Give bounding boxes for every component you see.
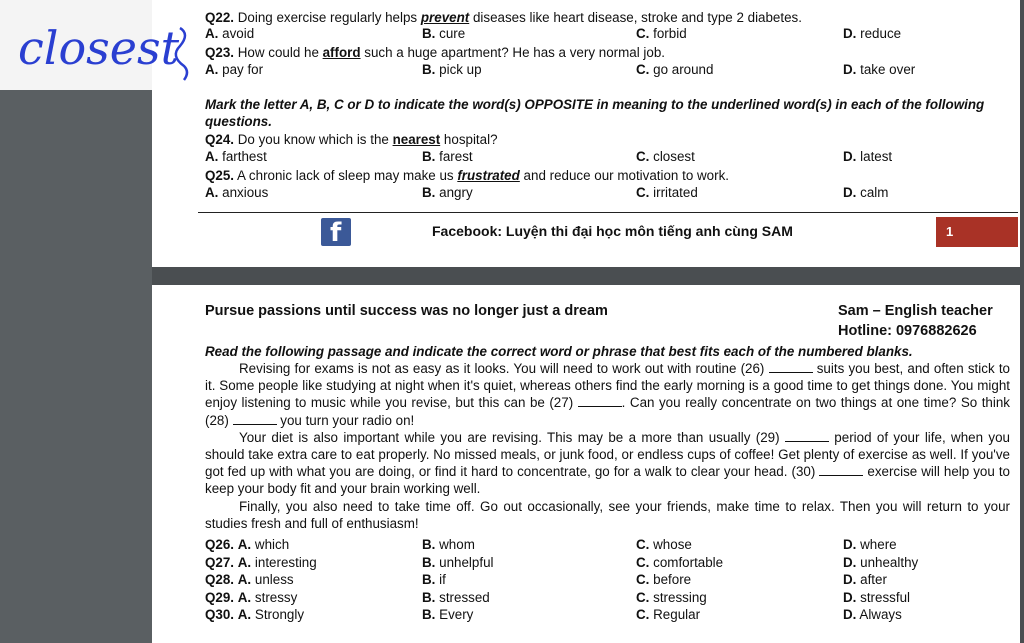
blank-26 <box>769 362 813 373</box>
option-c[interactable]: C. forbid <box>636 26 687 41</box>
question-25: Q25. A chronic lack of sleep may make us frustrated and reduce our motivation to work. <box>205 168 729 183</box>
q26-option-d[interactable]: D. where <box>843 537 897 552</box>
passage-instruction: Read the following passage and indicate the correct word or phrase that best fits each of the numbered blanks. <box>205 344 913 359</box>
option-b[interactable]: B. angry <box>422 185 473 200</box>
passage-heading: Pursue passions until success was no longer just a dream <box>205 303 608 319</box>
q27-option-d[interactable]: D. unhealthy <box>843 555 919 570</box>
underlined-word: afford <box>322 45 361 60</box>
q29-option-b[interactable]: B. stressed <box>422 590 490 605</box>
q30-option-a[interactable]: Q30. A. Strongly <box>205 607 305 622</box>
q30-option-b[interactable]: B. Every <box>422 607 474 622</box>
option-a[interactable]: A. pay for <box>205 62 264 77</box>
option-a[interactable]: A. farthest <box>205 149 267 164</box>
question-23: Q23. How could he afford such a huge apartment? He has a very normal job. <box>205 45 665 60</box>
q27-option-a[interactable]: Q27. A. interesting <box>205 555 317 570</box>
option-a[interactable]: A. anxious <box>205 185 269 200</box>
option-d[interactable]: D. latest <box>843 149 893 164</box>
option-c[interactable]: C. closest <box>636 149 695 164</box>
q30-option-d[interactable]: D. Always <box>843 607 902 622</box>
blank-28 <box>233 414 277 425</box>
handwritten-annotation <box>12 10 212 90</box>
viewer-left-margin <box>0 0 152 643</box>
q26-option-a[interactable]: Q26. A. which <box>205 537 290 552</box>
question-number: Q22. <box>205 10 235 25</box>
paragraph-2: Your diet is also important while you are revising. This may be a more than usually (29) period of your life, when you should take extra care to eat properly. No missed meals, or junk food, or endless cups of coffee! Get plenty of exercise as well. If you've got fed up with what you are doing, or find it hard to concentrate, go for a walk to clear your head. (30) exercise will help you to keep your body fit and your brain working well. <box>205 429 1010 497</box>
underlined-word: nearest <box>392 132 441 147</box>
blank-30 <box>819 465 863 476</box>
page-number-badge: 1 <box>936 217 1018 247</box>
paragraph-3: Finally, you also need to take time off. Go out occasionally, see your friends, make time to relax. Then you will return to your studies fresh and full of enthusiasm! <box>205 498 1010 531</box>
viewer-scrollbar[interactable] <box>1020 0 1024 643</box>
underlined-word: prevent <box>420 10 470 25</box>
option-b[interactable]: B. cure <box>422 26 466 41</box>
option-d[interactable]: D. calm <box>843 185 889 200</box>
q28-option-b[interactable]: B. if <box>422 572 446 587</box>
hotline: Hotline: 0976882626 <box>838 323 977 339</box>
paragraph-1: Revising for exams is not as easy as it looks. You will need to work out with routine (26) suits you best, and often stick to it. Some people like studying at night when it's quiet, whereas others find the early morning is a good time to get things done. You might enjoy listening to music while you revise, but this can be (27) . Can you really concentrate on two things at one time? So think (28) you turn your radio on! <box>205 361 1010 428</box>
q27-option-b[interactable]: B. unhelpful <box>422 555 494 570</box>
option-c[interactable]: C. go around <box>636 62 714 77</box>
q30-option-c[interactable]: C. Regular <box>636 607 701 622</box>
blank-29 <box>785 431 829 442</box>
q28-option-c[interactable]: C. before <box>636 572 692 587</box>
q28-option-a[interactable]: Q28. A. unless <box>205 572 294 587</box>
option-b[interactable]: B. farest <box>422 149 473 164</box>
option-d[interactable]: D. reduce <box>843 26 902 41</box>
q29-option-d[interactable]: D. stressful <box>843 590 910 605</box>
q29-option-c[interactable]: C. stressing <box>636 590 707 605</box>
footer-divider <box>198 212 1018 213</box>
reading-passage <box>205 360 1010 532</box>
option-c[interactable]: C. irritated <box>636 185 698 200</box>
q26-option-b[interactable]: B. whom <box>422 537 475 552</box>
handwriting-text: closest <box>18 21 180 75</box>
option-a[interactable]: A. avoid <box>205 26 255 41</box>
teacher-name: Sam – English teacher <box>838 303 993 319</box>
option-d[interactable]: D. take over <box>843 62 916 77</box>
section-instruction: Mark the letter A, B, C or D to indicate the word(s) OPPOSITE in meaning to the underlined word(s) in each of the following questions. <box>205 97 985 129</box>
blank-27 <box>578 396 622 407</box>
q28-option-d[interactable]: D. after <box>843 572 887 587</box>
option-b[interactable]: B. pick up <box>422 62 482 77</box>
question-22: Q22. Doing exercise regularly helps prevent diseases like heart disease, stroke and type 2 diabetes. <box>205 10 802 25</box>
underlined-word: frustrated <box>457 168 520 183</box>
page-gap <box>152 267 1020 285</box>
question-24: Q24. Do you know which is the nearest hospital? <box>205 132 498 147</box>
facebook-icon[interactable]: f <box>321 218 351 246</box>
q26-option-c[interactable]: C. whose <box>636 537 692 552</box>
q29-option-a[interactable]: Q29. A. stressy <box>205 590 298 605</box>
footer-facebook-text: Facebook: Luyện thi đại học môn tiếng anh cùng SAM <box>432 223 793 239</box>
q27-option-c[interactable]: C. comfortable <box>636 555 724 570</box>
